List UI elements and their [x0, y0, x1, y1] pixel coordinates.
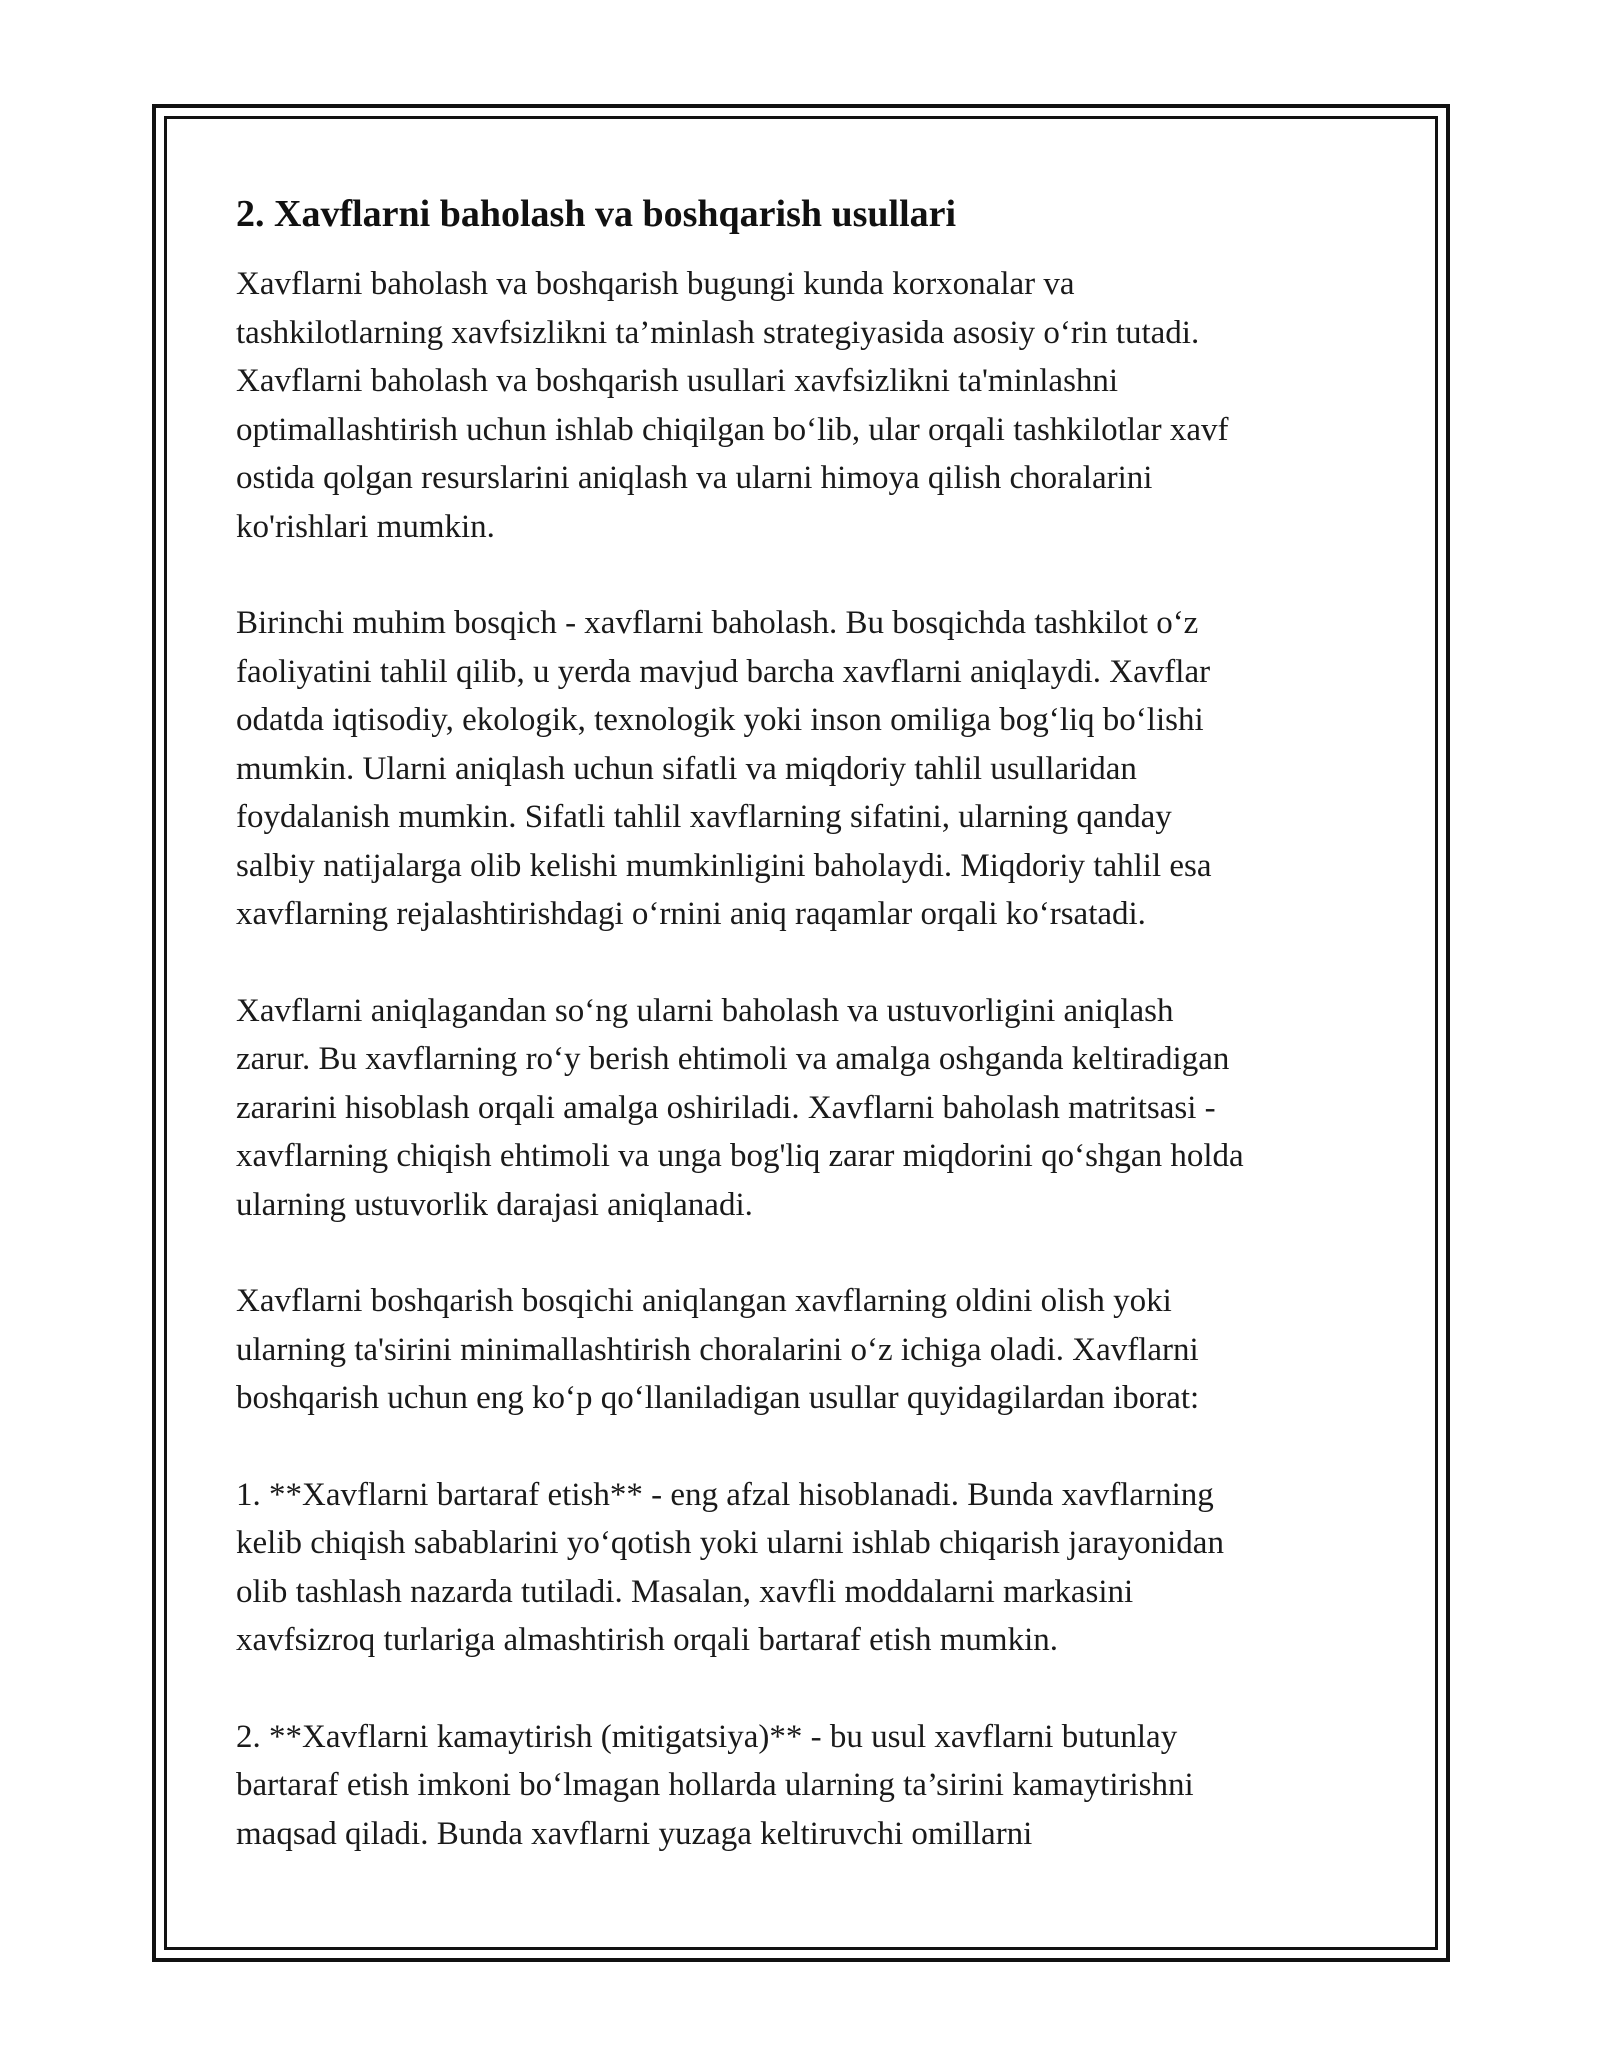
document-body	[236, 186, 1376, 1906]
paragraph-prioritization: Xavflarni aniqlagandan so‘ng ularni baholash va ustuvorligini aniqlash zarur. Bu xavflarning ro‘y berish ehtimoli va amalga oshganda keltiradigan zararini hisoblash orqali amalga oshiriladi. Xavflarni baholash matritsasi - xavflarning chiqish ehtimoli va unga bog'liq zarar miqdorini qo‘shgan holda ularning ustuvorlik darajasi aniqlanadi.	[236, 992, 1244, 1223]
paragraph-assessment: Birinchi muhim bosqich - xavflarni baholash. Bu bosqichda tashkilot o‘z faoliyatini tahlil qilib, u yerda mavjud barcha xavflarni aniqlaydi. Xavflar odatda iqtisodiy, ekologik, texnologik yoki inson omiliga bog‘liq bo‘lishi mumkin. Ularni aniqlash uchun sifatli va miqdoriy tahlil usullaridan foydalanish mumkin. Sifatli tahlil xavflarning sifatini, ularning qanday salbiy natijalarga olib kelishi mumkinligini baholaydi. Miqdoriy tahlil esa xavflarning rejalashtirishdagi o‘rnini aniq raqamlar orqali ko‘rsatadi.	[236, 605, 1212, 932]
list-item-elimination: 1. **Xavflarni bartaraf etish** - eng afzal hisoblanadi. Bunda xavflarning kelib chiqish sabablarini yo‘qotish yoki ularni ishlab chiqarish jarayonidan olib tashlash nazarda tutiladi. Masalan, xavfli moddalarni markasini xavfsizroq turlariga almashtirish orqali bartaraf etish mumkin.	[236, 1476, 1224, 1658]
paragraph-management: Xavflarni boshqarish bosqichi aniqlangan xavflarning oldini olish yoki ularning ta'sirini minimallashtirish choralarini o‘z ichiga oladi. Xavflarni boshqarish uchun eng ko‘p qo‘llaniladigan usullar quyidagilardan iborat:	[236, 1283, 1200, 1416]
section-title: 2. Xavflarni baholash va boshqarish usullari	[236, 193, 957, 235]
paragraph-intro: Xavflarni baholash va boshqarish bugungi kunda korxonalar va tashkilotlarning xavfsizlikni ta’minlash strategiyasida asosiy o‘rin tutadi. Xavflarni baholash va boshqarish usullari xavfsizlikni ta'minlashni optimallashtirish uchun ishlab chiqilgan bo‘lib, ular orqali tashkilotlar xavf ostida qolgan resurslarini aniqlash va ularni himoya qilish choralarini ko'rishlari mumkin.	[236, 266, 1229, 545]
list-item-mitigation: 2. **Xavflarni kamaytirish (mitigatsiya)** - bu usul xavflarni butunlay bartaraf etish imkoni bo‘lmagan hollarda ularning ta’sirini kamaytirishni maqsad qiladi. Bunda xavflarni yuzaga keltiruvchi omillarni	[236, 1718, 1194, 1852]
